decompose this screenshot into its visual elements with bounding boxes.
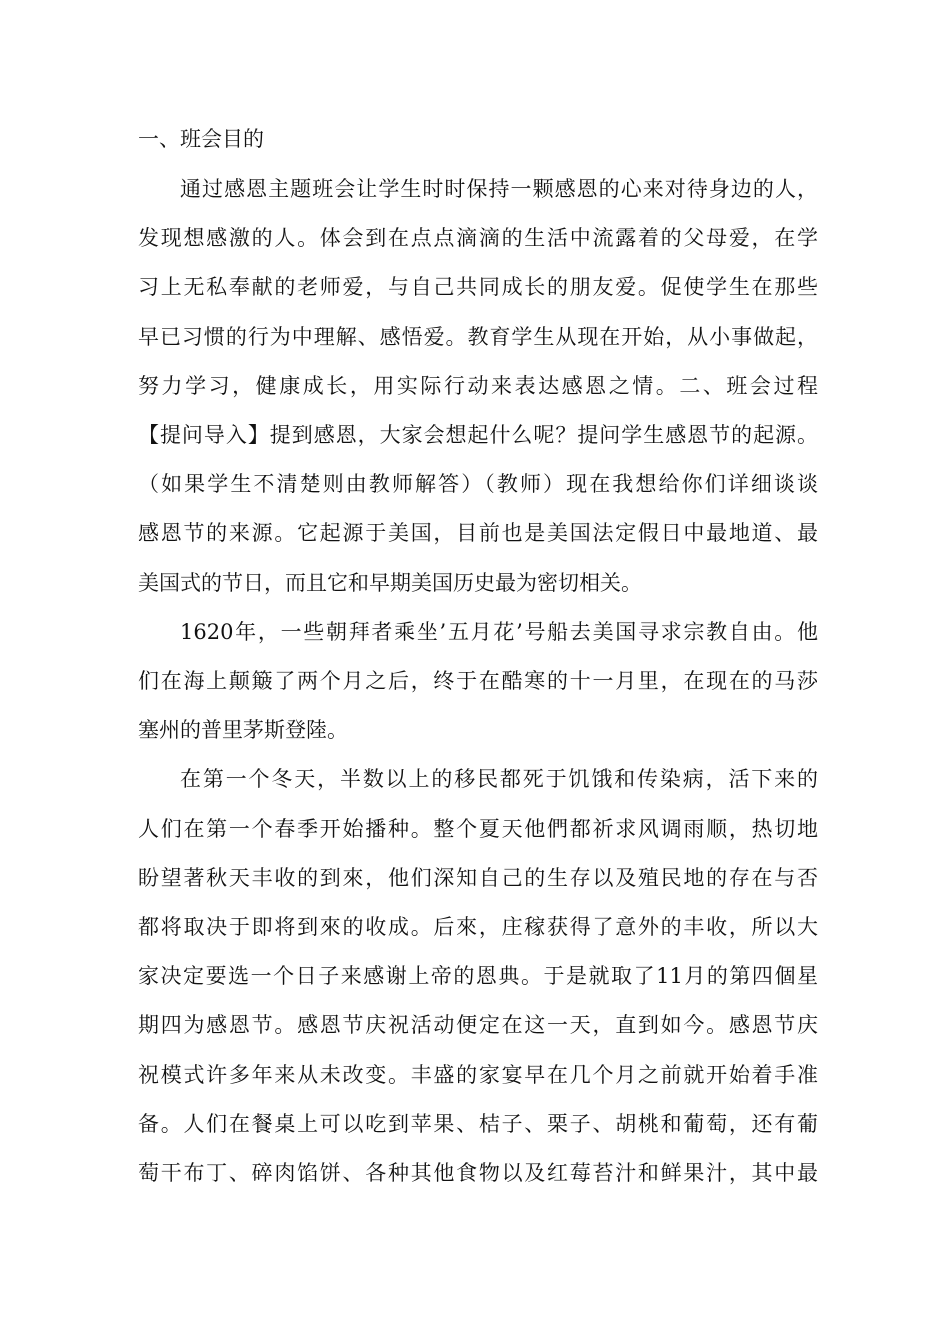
text-line: 们在海上颠簸了两个月之后，终于在酷寒的十一月里，在现在的马莎 xyxy=(138,669,818,694)
text-line: 家决定要选一个日子来感谢上帝的恩典。于是就取了11月的第四個星 xyxy=(138,964,818,989)
section-heading: 一、班会目的 xyxy=(138,127,264,151)
text-line: 塞州的普里茅斯登陸。 xyxy=(138,718,348,743)
text-line: 期四为感恩节。感恩节庆祝活动便定在这一天，直到如今。感恩节庆 xyxy=(138,1013,818,1038)
text-line: （如果学生不清楚则由教师解答）（教师）现在我想给你们详细谈谈 xyxy=(138,472,818,497)
text-line: 盼望著秋天丰收的到來，他们深知自己的生存以及殖民地的存在与否 xyxy=(138,865,818,890)
paragraph-purpose xyxy=(138,165,818,608)
text-line: 人们在第一个春季开始播种。整个夏天他們都祈求风调雨顺，热切地 xyxy=(138,816,818,841)
paragraph-first-winter xyxy=(138,755,818,1198)
text-line: 祝模式许多年来从未改变。丰盛的家宴早在几个月之前就开始着手准 xyxy=(138,1062,818,1087)
text-line: 萄干布丁、碎肉馅饼、各种其他食物以及红莓苔汁和鲜果汁，其中最 xyxy=(138,1161,818,1186)
text-line: 发现想感激的人。体会到在点点滴滴的生活中流露着的父母爱，在学 xyxy=(138,226,818,251)
text-line: 习上无私奉献的老师爱，与自己共同成长的朋友爱。促使学生在那些 xyxy=(138,275,818,300)
paragraph-mayflower xyxy=(138,608,818,756)
document-page xyxy=(138,121,818,1198)
text-line: 早已习惯的行为中理解、感悟爱。教育学生从现在开始，从小事做起， xyxy=(138,324,818,349)
text-line: 1620年，一些朝拜者乘坐’五月花’号船去美国寻求宗教自由。他 xyxy=(180,619,818,644)
text-line: 通过感恩主题班会让学生时时保持一颗感恩的心来对待身边的人， xyxy=(180,177,818,201)
text-line: 都将取决于即将到來的收成。后來，庄稼获得了意外的丰收，所以大 xyxy=(138,915,818,940)
text-line: 美国式的节日，而且它和早期美国历史最为密切相关。 xyxy=(138,570,642,595)
text-line: 备。人们在餐桌上可以吃到苹果、桔子、栗子、胡桃和葡萄，还有葡 xyxy=(138,1111,818,1136)
text-line: 感恩节的来源。它起源于美国，目前也是美国法定假日中最地道、最 xyxy=(138,521,818,546)
text-line: 努力学习，健康成长，用实际行动来表达感恩之情。二、班会过程 xyxy=(138,373,818,398)
text-line: 【提问导入】提到感恩，大家会想起什么呢？提问学生感恩节的起源。 xyxy=(138,423,818,448)
text-line: 在第一个冬天，半数以上的移民都死于饥饿和传染病，活下来的 xyxy=(180,767,818,792)
